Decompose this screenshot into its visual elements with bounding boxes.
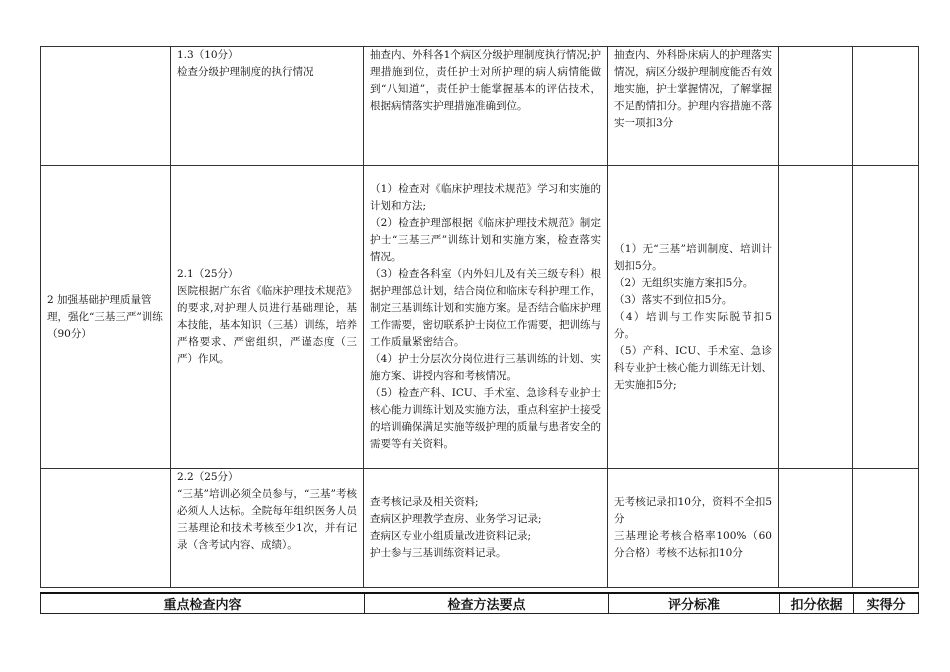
actual-score-cell [853, 166, 919, 469]
method-point: （3）检查各科室（内外妇儿及有关三级专科）根据护理部总计划，结合岗位和临床专科护理工作，制定三基训练计划和实施方案。是否结合临床护理工作需要，密切联系护士岗位工作需要，把训练与工作质量紧密结合。 [370, 268, 601, 348]
header-criteria: 评分标准 [609, 593, 780, 614]
method-point: 查病区护理教学查房、业务学习记录; [370, 513, 542, 525]
category-cell [41, 47, 171, 166]
item-text: 医院根据广东省《临床护理技术规范》的要求,对护理人员进行基础理论，基本技能，基本知识（三基）训练，培养严格要求、严密组织，严谨态度（三严）作风。 [177, 285, 357, 365]
header-method: 检查方法要点 [365, 593, 609, 614]
item-cell [171, 469, 364, 588]
item-heading: 2.2（25分） [177, 471, 239, 483]
method-point: 查病区专业小组质量改进资料记录; [370, 530, 532, 542]
criteria-point: （5）产科、ICU、手术室、急诊科专业护士核心能力训练无计划、无实施扣5分; [614, 344, 772, 391]
deduction-basis-cell [779, 47, 853, 166]
item-heading: 2.1（25分） [177, 268, 239, 280]
criteria-text: 抽查内、外科卧床病人的护理落实情况，病区分级护理制度能否有效地实施，护士掌握情况，了解掌握不足酌情扣分。护理内容措施不落实一项扣3分 [614, 49, 772, 129]
method-point: （5）检查产科、ICU、手术室、急诊科专业护士核心能力训练计划及实施方法，重点科室护士接受的培训确保满足实施等级护理的质量与患者安全的需要等有关资料。 [370, 387, 601, 450]
method-cell [364, 47, 608, 166]
method-text: 抽查内、外科各1个病区分级护理制度执行情况;护理措施到位，责任护士对所护理的病人病情能做到“八知道”，责任护士能掌握基本的评估技术，根据病情落实护理措施准确到位。 [370, 49, 601, 112]
method-point: （4）护士分层次分岗位进行三基训练的计划、实施方案、讲授内容和考核情况。 [370, 353, 601, 382]
item-heading: 1.3（10分） [177, 49, 239, 61]
criteria-point: （3）落实不到位扣5分。 [614, 293, 733, 306]
item-text: “三基”培训必须全员参与，“三基”考核必须人人达标。全院每年组织医务人员三基理论和技术考核至少1次，并有记录（含考试内容、成绩）。 [177, 488, 357, 551]
criteria-cell [608, 166, 779, 469]
column-header-row [40, 592, 919, 614]
method-point: 护士参与三基训练资料记录。 [370, 547, 507, 559]
category-cell [41, 469, 171, 588]
criteria-point: 无考核记录扣10分，资料不全扣5分 [614, 496, 772, 525]
deduction-basis-cell [779, 166, 853, 469]
table-row [41, 166, 919, 469]
header-deduction-basis: 扣分依据 [780, 593, 854, 614]
category-cell [41, 166, 171, 469]
deduction-basis-cell [779, 469, 853, 588]
criteria-point: （1）无“三基”培训制度、培训计划扣5分。 [614, 242, 772, 272]
criteria-point: 三基理论考核合格率100%（60分合格）考核不达标扣10分 [614, 530, 772, 559]
item-cell [171, 166, 364, 469]
criteria-cell [608, 469, 779, 588]
table-row [41, 47, 919, 166]
criteria-point: （2）无组织实施方案扣5分。 [614, 276, 754, 289]
header-actual-score: 实得分 [854, 593, 919, 614]
method-point: （1）检查对《临床护理技术规范》学习和实施的计划和方法; [370, 183, 601, 212]
method-cell [364, 166, 608, 469]
method-cell [364, 469, 608, 588]
method-point: 查考核记录及相关资料; [370, 496, 479, 508]
item-text: 检查分级护理制度的执行情况 [177, 66, 314, 78]
inspection-table [40, 46, 919, 588]
category-text: 2 加强基础护理质量管理，强化“三基三严”训练（90分） [47, 293, 163, 340]
item-cell [171, 47, 364, 166]
method-point: （2）检查护理部根据《临床护理技术规范》制定护士“三基三严”训练计划和实施方案，检查落实情况。 [370, 217, 601, 263]
criteria-point: （4）培训与工作实际脱节扣5分。 [614, 310, 772, 340]
criteria-cell [608, 47, 779, 166]
actual-score-cell [853, 47, 919, 166]
table-row [41, 469, 919, 588]
actual-score-cell [853, 469, 919, 588]
header-key-content: 重点检查内容 [41, 593, 365, 614]
